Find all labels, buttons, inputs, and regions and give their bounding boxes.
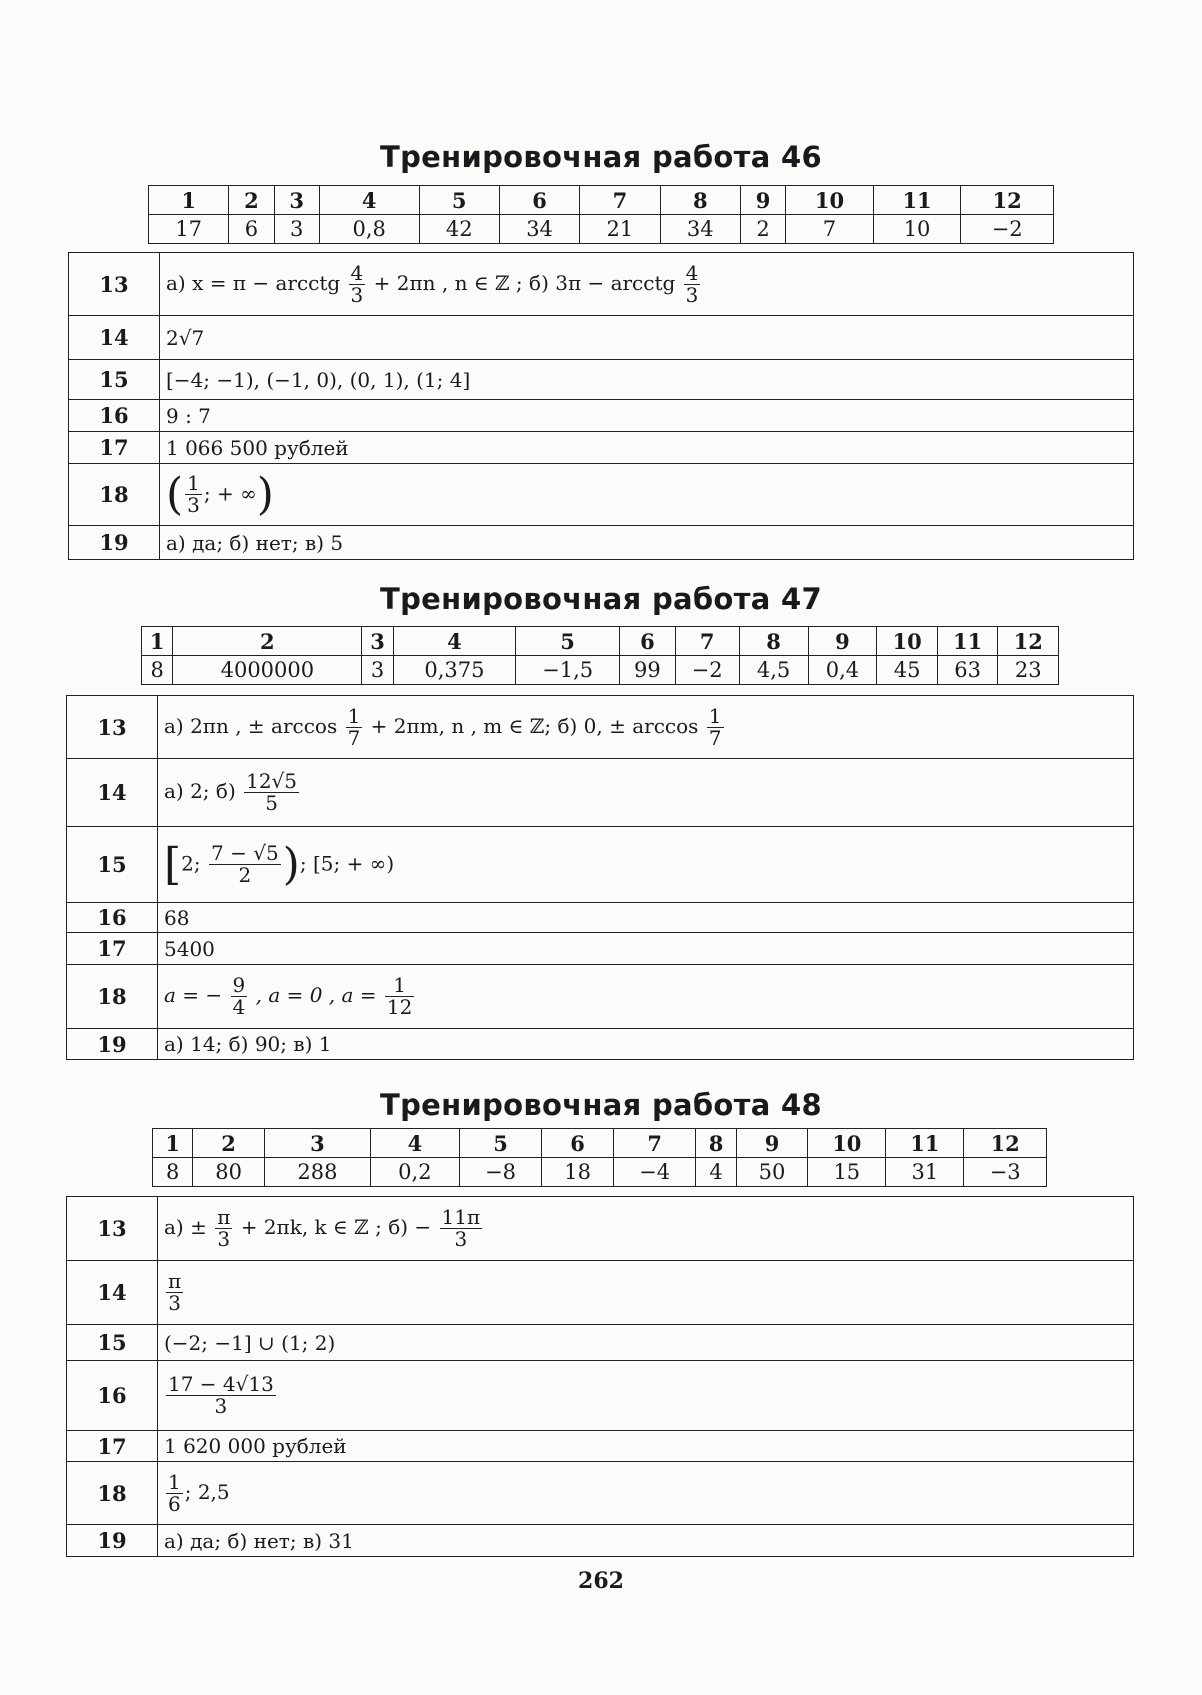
answer-row-19 bbox=[67, 1525, 1134, 1557]
numerator: 17 − 4√13 bbox=[168, 1372, 274, 1396]
answer-18 bbox=[160, 464, 1134, 526]
task-number-cell: 5 bbox=[459, 1129, 542, 1158]
answer-value-cell: 0,8 bbox=[319, 215, 419, 244]
task-number: 15 bbox=[69, 360, 160, 400]
answer-value-cell: 0,375 bbox=[393, 656, 515, 685]
answer-row-17 bbox=[69, 432, 1134, 464]
work46-short-answers-table bbox=[148, 185, 1054, 244]
answer-row-15 bbox=[67, 827, 1134, 903]
fraction bbox=[244, 771, 299, 814]
answer-18 bbox=[158, 965, 1134, 1029]
fraction bbox=[385, 975, 414, 1018]
task-number-cell: 3 bbox=[264, 1129, 370, 1158]
answer-row-17 bbox=[67, 933, 1134, 965]
answer-row-14 bbox=[69, 316, 1134, 360]
answer-row-18 bbox=[67, 1462, 1134, 1525]
answer-15 bbox=[158, 827, 1134, 903]
answer-17: 5400 bbox=[158, 933, 1134, 965]
task-number-cell: 2 bbox=[193, 1129, 265, 1158]
numerator: 4 bbox=[685, 260, 699, 285]
fraction bbox=[166, 1469, 183, 1516]
answer-value-cell: 21 bbox=[580, 215, 660, 244]
task-number-cell: 11 bbox=[873, 186, 961, 215]
answer-text: , a = 0 , a = bbox=[255, 983, 377, 1007]
answer-value-cell: 0,2 bbox=[370, 1158, 459, 1187]
task-number-cell: 7 bbox=[675, 627, 739, 656]
numerator: π bbox=[217, 1205, 231, 1229]
open-paren: ( bbox=[166, 468, 184, 520]
fraction bbox=[684, 260, 701, 307]
task-number-cell: 9 bbox=[736, 1129, 808, 1158]
answer-value-cell: 0,4 bbox=[808, 656, 877, 685]
task-number-cell: 8 bbox=[660, 186, 740, 215]
answer-14 bbox=[158, 1261, 1134, 1325]
task-number-cell: 5 bbox=[516, 627, 620, 656]
short-answers-header-row bbox=[153, 1129, 1047, 1158]
answer-value-cell: 3 bbox=[362, 656, 393, 685]
answer-value-cell: 3 bbox=[274, 215, 319, 244]
answer-value-cell: 34 bbox=[499, 215, 579, 244]
task-number-cell: 10 bbox=[786, 186, 874, 215]
answer-15: (−2; −1] ∪ (1; 2) bbox=[158, 1325, 1134, 1361]
close-paren: ) bbox=[256, 468, 274, 520]
answer-value-cell: 7 bbox=[786, 215, 874, 244]
page-number: 262 bbox=[578, 1568, 624, 1594]
task-number-cell: 4 bbox=[393, 627, 515, 656]
task-number: 16 bbox=[67, 1361, 158, 1431]
numerator: 1 bbox=[168, 1469, 181, 1494]
answer-19: а) да; б) нет; в) 31 bbox=[158, 1525, 1134, 1557]
answer-text: а) 2; б) bbox=[164, 779, 236, 803]
task-number: 13 bbox=[67, 696, 158, 759]
task-number: 19 bbox=[67, 1525, 158, 1557]
task-number-cell: 7 bbox=[580, 186, 660, 215]
work46-long-answers-table bbox=[68, 252, 1134, 560]
answer-text: ; [5; + ∞) bbox=[299, 851, 395, 875]
work47-short-answers-table bbox=[141, 626, 1059, 685]
answer-value-cell: 80 bbox=[193, 1158, 265, 1187]
answer-16 bbox=[158, 1361, 1134, 1431]
answer-value-cell: −4 bbox=[613, 1158, 696, 1187]
answer-row-18 bbox=[69, 464, 1134, 526]
task-number-cell: 2 bbox=[229, 186, 274, 215]
fraction bbox=[440, 1207, 483, 1250]
answer-row-17 bbox=[67, 1431, 1134, 1462]
answer-value-cell: 45 bbox=[877, 656, 938, 685]
denominator: 3 bbox=[187, 493, 200, 517]
answer-value-cell: 4000000 bbox=[173, 656, 362, 685]
answer-13 bbox=[158, 696, 1134, 759]
answer-value-cell: 42 bbox=[419, 215, 499, 244]
task-number: 18 bbox=[69, 464, 160, 526]
denominator: 3 bbox=[166, 1292, 183, 1314]
answer-value-cell: −2 bbox=[675, 656, 739, 685]
answer-row-13 bbox=[67, 696, 1134, 759]
task-number-cell: 6 bbox=[499, 186, 579, 215]
numerator: 9 bbox=[232, 973, 246, 997]
answer-16: 68 bbox=[158, 903, 1134, 933]
answer-value-cell: 8 bbox=[153, 1158, 193, 1187]
short-answers-value-row bbox=[149, 215, 1054, 244]
task-number-cell: 1 bbox=[153, 1129, 193, 1158]
answer-row-19 bbox=[69, 526, 1134, 560]
answer-row-13 bbox=[69, 253, 1134, 316]
work48-title: Тренировочная работа 48 bbox=[380, 1088, 822, 1122]
answer-value-cell: 17 bbox=[149, 215, 229, 244]
answer-15: [−4; −1), (−1, 0), (0, 1), (1; 4] bbox=[160, 360, 1134, 400]
answer-value-cell: 8 bbox=[142, 656, 173, 685]
answer-text: 2; bbox=[181, 851, 201, 875]
fraction bbox=[215, 1207, 232, 1250]
answer-row-13 bbox=[67, 1197, 1134, 1261]
task-number-cell: 6 bbox=[542, 1129, 614, 1158]
task-number-cell: 11 bbox=[937, 627, 998, 656]
task-number-cell: 5 bbox=[419, 186, 499, 215]
fraction bbox=[231, 975, 248, 1018]
numerator: 4 bbox=[350, 260, 364, 285]
task-number: 16 bbox=[69, 400, 160, 432]
open-bracket: [ bbox=[164, 838, 182, 890]
fraction bbox=[166, 1374, 276, 1417]
answer-row-14 bbox=[67, 759, 1134, 827]
work47-long-answers-table bbox=[66, 695, 1134, 1060]
denominator: 7 bbox=[708, 725, 722, 750]
denominator: 3 bbox=[685, 282, 699, 307]
numerator: 1 bbox=[187, 471, 200, 495]
answer-value-cell: 288 bbox=[264, 1158, 370, 1187]
numerator: 1 bbox=[708, 703, 722, 728]
task-number-cell: 4 bbox=[319, 186, 419, 215]
answer-text: + 2πn , n ∈ ℤ ; б) 3π − arcctg bbox=[373, 270, 676, 295]
task-number: 16 bbox=[67, 903, 158, 933]
answer-value-cell: −1,5 bbox=[516, 656, 620, 685]
denominator: 3 bbox=[440, 1228, 483, 1250]
answer-value-cell: 50 bbox=[736, 1158, 808, 1187]
task-number-cell: 12 bbox=[961, 186, 1054, 215]
answer-value-cell: 34 bbox=[660, 215, 740, 244]
fraction bbox=[209, 843, 281, 886]
numerator: 1 bbox=[393, 973, 407, 997]
answer-value-cell: 10 bbox=[873, 215, 961, 244]
answer-value-cell: −8 bbox=[459, 1158, 542, 1187]
task-number-cell: 1 bbox=[142, 627, 173, 656]
task-number: 15 bbox=[67, 1325, 158, 1361]
task-number-cell: 3 bbox=[274, 186, 319, 215]
fraction bbox=[346, 703, 363, 750]
answer-value-cell: 31 bbox=[886, 1158, 964, 1187]
short-answers-value-row bbox=[153, 1158, 1047, 1187]
task-number-cell: 9 bbox=[740, 186, 785, 215]
work48-short-answers-table bbox=[152, 1128, 1047, 1187]
task-number-cell: 3 bbox=[362, 627, 393, 656]
answer-19: а) да; б) нет; в) 5 bbox=[160, 526, 1134, 560]
answer-text: а) 2πn , ± arccos bbox=[164, 713, 338, 738]
task-number-cell: 6 bbox=[620, 627, 676, 656]
task-number: 14 bbox=[67, 1261, 158, 1325]
task-number-cell: 11 bbox=[886, 1129, 964, 1158]
denominator: 7 bbox=[347, 725, 361, 750]
answer-value-cell: 18 bbox=[542, 1158, 614, 1187]
answer-value-cell: 4,5 bbox=[739, 656, 808, 685]
task-number-cell: 10 bbox=[808, 1129, 886, 1158]
numerator: 11π bbox=[441, 1205, 481, 1229]
fraction bbox=[185, 473, 202, 516]
task-number: 13 bbox=[67, 1197, 158, 1261]
task-number: 13 bbox=[69, 253, 160, 316]
answer-value-cell: −2 bbox=[961, 215, 1054, 244]
answer-row-18 bbox=[67, 965, 1134, 1029]
task-number: 17 bbox=[69, 432, 160, 464]
denominator: 5 bbox=[244, 792, 299, 814]
task-number: 14 bbox=[67, 759, 158, 827]
short-answers-value-row bbox=[142, 656, 1059, 685]
task-number-cell: 1 bbox=[149, 186, 229, 215]
task-number-cell: 7 bbox=[613, 1129, 696, 1158]
answer-value-cell: 4 bbox=[696, 1158, 736, 1187]
task-number: 18 bbox=[67, 965, 158, 1029]
answer-value-cell: 15 bbox=[808, 1158, 886, 1187]
short-answers-header-row bbox=[149, 186, 1054, 215]
task-number-cell: 10 bbox=[877, 627, 938, 656]
task-number-cell: 12 bbox=[964, 1129, 1047, 1158]
close-paren: ) bbox=[282, 838, 300, 890]
fraction bbox=[349, 260, 366, 307]
task-number: 14 bbox=[69, 316, 160, 360]
numerator: 12√5 bbox=[246, 769, 298, 793]
task-number-cell: 4 bbox=[370, 1129, 459, 1158]
answer-text: ; 2,5 bbox=[184, 1479, 230, 1504]
denominator: 12 bbox=[386, 995, 413, 1019]
answer-18 bbox=[158, 1462, 1134, 1525]
answer-value-cell: 99 bbox=[620, 656, 676, 685]
answer-row-16 bbox=[69, 400, 1134, 432]
answer-14: 2√7 bbox=[160, 316, 1134, 360]
denominator: 3 bbox=[350, 282, 364, 307]
denominator: 6 bbox=[168, 1491, 181, 1516]
answer-16: 9 : 7 bbox=[160, 400, 1134, 432]
short-answers-header-row bbox=[142, 627, 1059, 656]
numerator: 7 − √5 bbox=[211, 841, 279, 865]
answer-text: ; + ∞ bbox=[203, 481, 257, 505]
answer-row-16 bbox=[67, 903, 1134, 933]
task-number: 17 bbox=[67, 933, 158, 965]
task-number: 19 bbox=[67, 1029, 158, 1060]
work47-title: Тренировочная работа 47 bbox=[380, 582, 822, 616]
answer-row-16 bbox=[67, 1361, 1134, 1431]
task-number: 17 bbox=[67, 1431, 158, 1462]
answer-13 bbox=[158, 1197, 1134, 1261]
denominator: 4 bbox=[232, 995, 246, 1019]
answer-text: a = − bbox=[164, 983, 223, 1007]
answer-value-cell: −3 bbox=[964, 1158, 1047, 1187]
denominator: 3 bbox=[166, 1395, 276, 1417]
numerator: π bbox=[168, 1269, 182, 1293]
answer-value-cell: 2 bbox=[740, 215, 785, 244]
task-number-cell: 2 bbox=[173, 627, 362, 656]
task-number-cell: 8 bbox=[739, 627, 808, 656]
answer-row-14 bbox=[67, 1261, 1134, 1325]
answer-13 bbox=[160, 253, 1134, 316]
denominator: 3 bbox=[215, 1228, 232, 1250]
task-number: 15 bbox=[67, 827, 158, 903]
task-number-cell: 9 bbox=[808, 627, 877, 656]
work46-title: Тренировочная работа 46 bbox=[380, 140, 822, 174]
fraction bbox=[166, 1271, 183, 1314]
fraction bbox=[707, 703, 724, 750]
answer-value-cell: 63 bbox=[937, 656, 998, 685]
answer-text: + 2πk, k ∈ ℤ ; б) − bbox=[240, 1215, 432, 1239]
answer-row-15 bbox=[69, 360, 1134, 400]
answer-value-cell: 6 bbox=[229, 215, 274, 244]
answer-17: 1 066 500 рублей bbox=[160, 432, 1134, 464]
answer-17: 1 620 000 рублей bbox=[158, 1431, 1134, 1462]
answer-19: а) 14; б) 90; в) 1 bbox=[158, 1029, 1134, 1060]
task-number: 18 bbox=[67, 1462, 158, 1525]
answer-text: + 2πm, n , m ∈ ℤ; б) 0, ± arccos bbox=[370, 713, 699, 738]
answer-14 bbox=[158, 759, 1134, 827]
work48-long-answers-table bbox=[66, 1196, 1134, 1557]
answer-row-15 bbox=[67, 1325, 1134, 1361]
numerator: 1 bbox=[347, 703, 361, 728]
task-number-cell: 8 bbox=[696, 1129, 736, 1158]
denominator: 2 bbox=[209, 864, 281, 886]
answer-text: а) ± bbox=[164, 1215, 207, 1239]
task-number-cell: 12 bbox=[998, 627, 1059, 656]
answer-value-cell: 23 bbox=[998, 656, 1059, 685]
task-number: 19 bbox=[69, 526, 160, 560]
answer-row-19 bbox=[67, 1029, 1134, 1060]
answer-text: а) x = π − arcctg bbox=[166, 270, 341, 295]
